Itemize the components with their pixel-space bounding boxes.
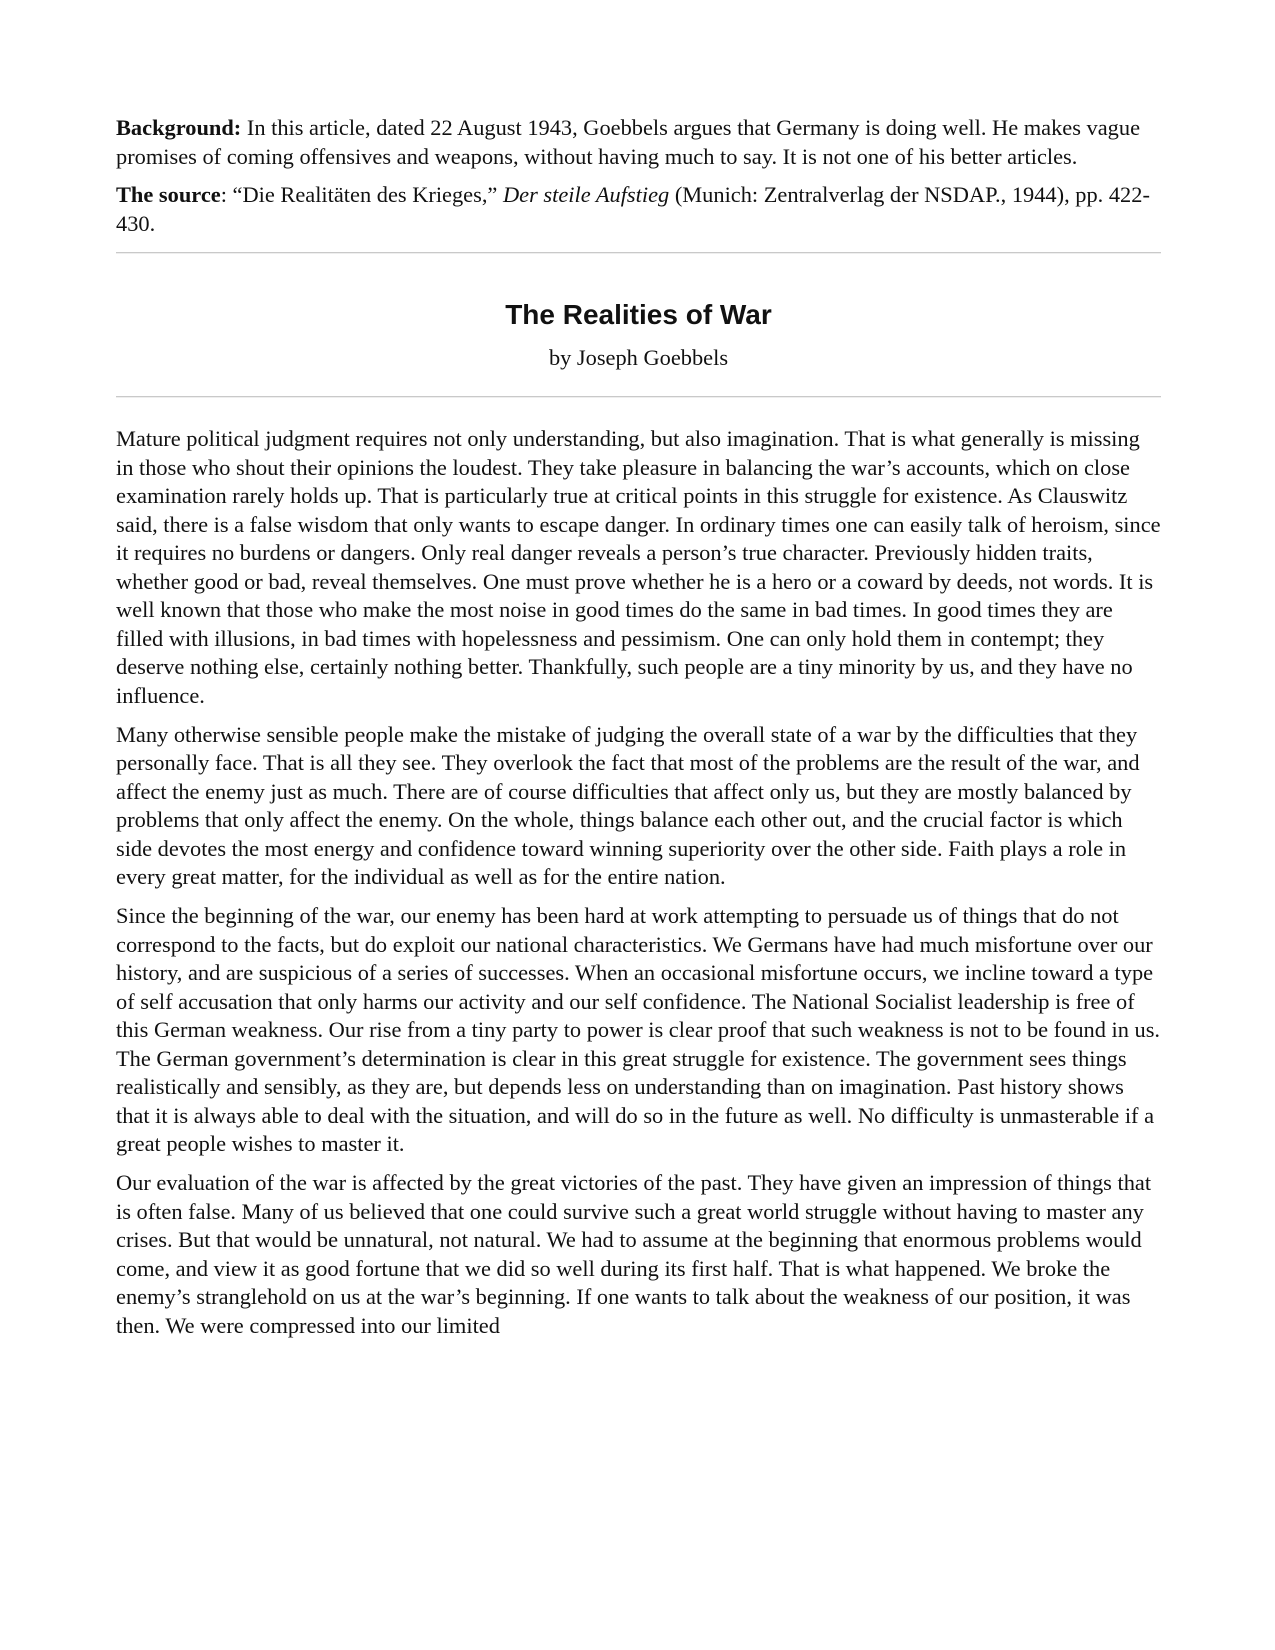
source-book-title: Der steile Aufstieg [502, 182, 670, 207]
body-paragraph: Mature political judgment requires not only understanding, but also imagination. That is what generally is missing in those who shout their opinions the loudest. They take pleasure in balancing the war’s accounts, which on close examination rarely holds up. That is particularly true at critical points in this struggle for existence. As Clauswitz said, there is a false wisdom that only wants to escape danger. In ordinary times one can easily talk of heroism, since it requires no burdens or dangers. Only real danger reveals a person’s true character. Previously hidden traits, whether good or bad, reveal themselves. One must prove whether he is a hero or a coward by deeds, not words. It is well known that those who make the most noise in good times do the same in bad times. In good times they are filled with illusions, in bad times with hopelessness and pessimism. One can only hold them in contempt; they deserve nothing else, certainly nothing better. Thankfully, such people are a tiny minority by us, and they have no influence. [116, 426, 1161, 708]
background-text: In this article, dated 22 August 1943, Goebbels argues that Germany is doing well. He makes vague promises of coming offensives and weapons, without having much to say. It is not one of his better articles. [116, 115, 1141, 169]
source-paragraph [116, 181, 1161, 238]
source-label: The source [116, 182, 221, 207]
source-text-pre: : “Die Realitäten des Krieges,” [220, 182, 503, 207]
article-title: The Realities of War [505, 299, 772, 330]
body-paragraph: Our evaluation of the war is affected by the great victories of the past. They have given an impression of things that is often false. Many of us believed that one could survive such a great world struggle without having to master any crises. But that would be unnatural, not natural. We had to assume at the beginning that enormous problems would come, and view it as good fortune that we did so well during its first half. That is what happened. We broke the enemy’s stranglehold on us at the war’s beginning. If one wants to talk about the weakness of our position, it was then. We were compressed into our limited [116, 1170, 1152, 1338]
article-byline: by Joseph Goebbels [548, 345, 729, 370]
body-paragraph: Many otherwise sensible people make the mistake of judging the overall state of a war by the difficulties that they personally face. That is all they see. They overlook the fact that most of the problems are the result of the war, and affect the enemy just as much. There are of course difficulties that affect only us, but they are mostly balanced by problems that only affect the enemy. On the whole, things balance each other out, and the crucial factor is which side devotes the most energy and confidence toward winning superiority over the other side. Faith plays a role in every great matter, for the individual as well as for the entire nation. [116, 721, 1140, 889]
intro-section [116, 114, 1161, 238]
body-paragraph: Since the beginning of the war, our enemy has been hard at work attempting to persuade us of things that do not correspond to the facts, but do exploit our national characteristics. We Germans have had much misfortune over our history, and are suspicious of a series of successes. When an occasional misfortune occurs, we incline toward a type of self accusation that only harms our activity and our self confidence. The National Socialist leadership is free of this German weakness. Our rise from a tiny party to power is clear proof that such weakness is not to be found in us. The German government’s determination is clear in this great struggle for existence. The government sees things realistically and sensibly, as they are, but depends less on understanding than on imagination. Past history shows that it is always able to deal with the situation, and will do so in the future as well. No difficulty is unmasterable if a great people wishes to master it. [116, 903, 1161, 1156]
background-paragraph [116, 114, 1161, 171]
source-text-post: (Munich: Zentralverlag der NSDAP., 1944), pp. 422-430. [116, 182, 1150, 236]
background-label: Background: [116, 115, 242, 140]
document-page [116, 114, 1161, 1351]
article-body [116, 398, 1161, 1340]
article-header [116, 254, 1161, 396]
